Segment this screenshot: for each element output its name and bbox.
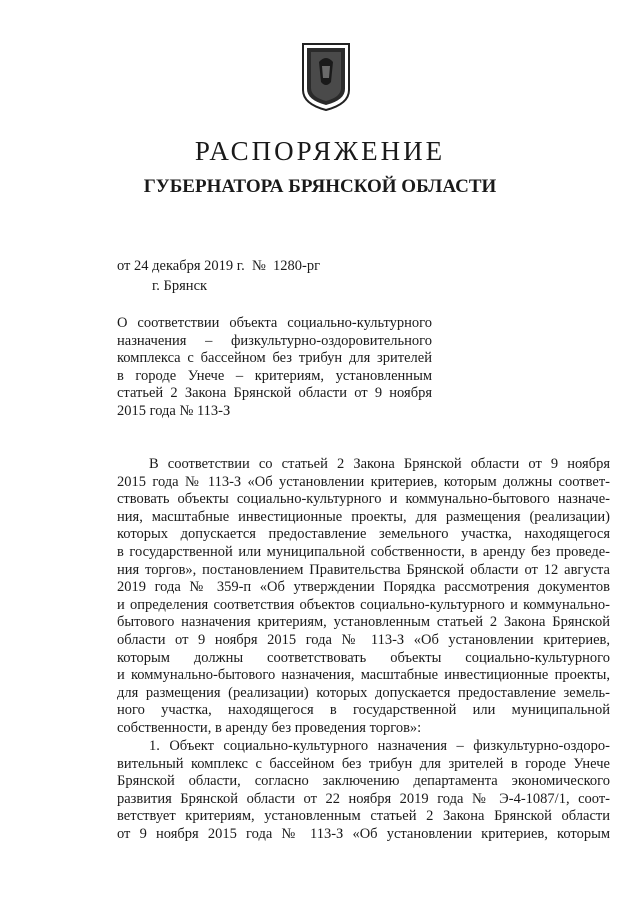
text-line: области от 9 ноября 2015 года № 113-З «Об установлении критериев, — [117, 631, 610, 648]
heading-line: назначения – физкультурно-оздоровительного — [117, 332, 432, 349]
text-line: 2019 года № 359-п «Об утверждении Порядка рассмотрения документов — [117, 579, 610, 596]
text-line: и коммунально-бытового назначения, масштабные инвестиционные проекты, — [117, 667, 610, 684]
preamble-paragraph — [117, 456, 610, 738]
document-heading — [117, 315, 432, 421]
text-line: собственности, в аренду без проведения торгов»: — [117, 719, 422, 736]
text-line: от 9 ноября 2015 года № 113-З «Об установлении критериев, которым — [117, 825, 610, 842]
text-line: 1. Объект социально-культурного назначения – физкультурно-оздоро- — [149, 738, 610, 754]
coat-of-arms-icon — [301, 42, 351, 112]
heading-line: 2015 года № 113-З — [117, 402, 231, 419]
text-line: В соответствии со статьей 2 Закона Брянской области от 9 ноября — [149, 456, 610, 472]
text-line: и определения соответствия объектов социально-культурного и коммунально- — [117, 596, 610, 613]
clause-1-paragraph — [117, 738, 610, 844]
text-line: Брянской области, согласно заключению департамента экономического — [117, 773, 610, 790]
text-line: ния, масштабные инвестиционные проекты, для размещения (реализации) — [117, 508, 610, 525]
document-title: РАСПОРЯЖЕНИЕ — [194, 136, 446, 166]
heading-line: комплекса с бассейном без трибун для зрителей — [117, 350, 432, 367]
heading-line: в городе Унече – критериям, установленным — [117, 367, 432, 384]
text-line: которых допускается предоставление земельного участка, находящегося — [117, 526, 610, 543]
text-line: 2015 года № 113-З «Об установлении критериев, которым должны соответ- — [117, 473, 610, 490]
document-date-number: от 24 декабря 2019 г. № 1280-рг — [117, 258, 321, 274]
text-line: в государственной или муниципальной собственности, в аренду без проведе- — [117, 543, 610, 560]
text-line: вительный комплекс с бассейном без трибун для зрителей в городе Унече — [117, 755, 610, 772]
text-line: развития Брянской области от 22 ноября 2019 года № Э-4-1087/1, соот- — [117, 790, 610, 807]
text-line: ного участка, находящегося в государственной или муниципальной — [117, 702, 610, 719]
document-subtitle: ГУБЕРНАТОРА БРЯНСКОЙ ОБЛАСТИ — [143, 176, 497, 197]
text-line: бытового назначения критериям, установленным статьей 2 Закона Брянской — [117, 614, 610, 631]
heading-line: О соответствии объекта социально-культурного — [117, 315, 432, 331]
text-line: ветствует критериям, установленным статьей 2 Закона Брянской области — [117, 808, 610, 825]
text-line: ствовать объекты социально-культурного и коммунально-бытового назначе- — [117, 491, 610, 508]
text-line: ния торгов», постановлением Правительства Брянской области от 12 августа — [117, 561, 610, 578]
heading-line: статьей 2 Закона Брянской области от 9 ноября — [117, 385, 432, 402]
text-line: которым должны соответствовать объекты социально-культурного — [117, 649, 610, 666]
document-city: г. Брянск — [152, 278, 208, 294]
text-line: для размещения (реализации) которых допускается предоставление земель- — [117, 684, 610, 701]
